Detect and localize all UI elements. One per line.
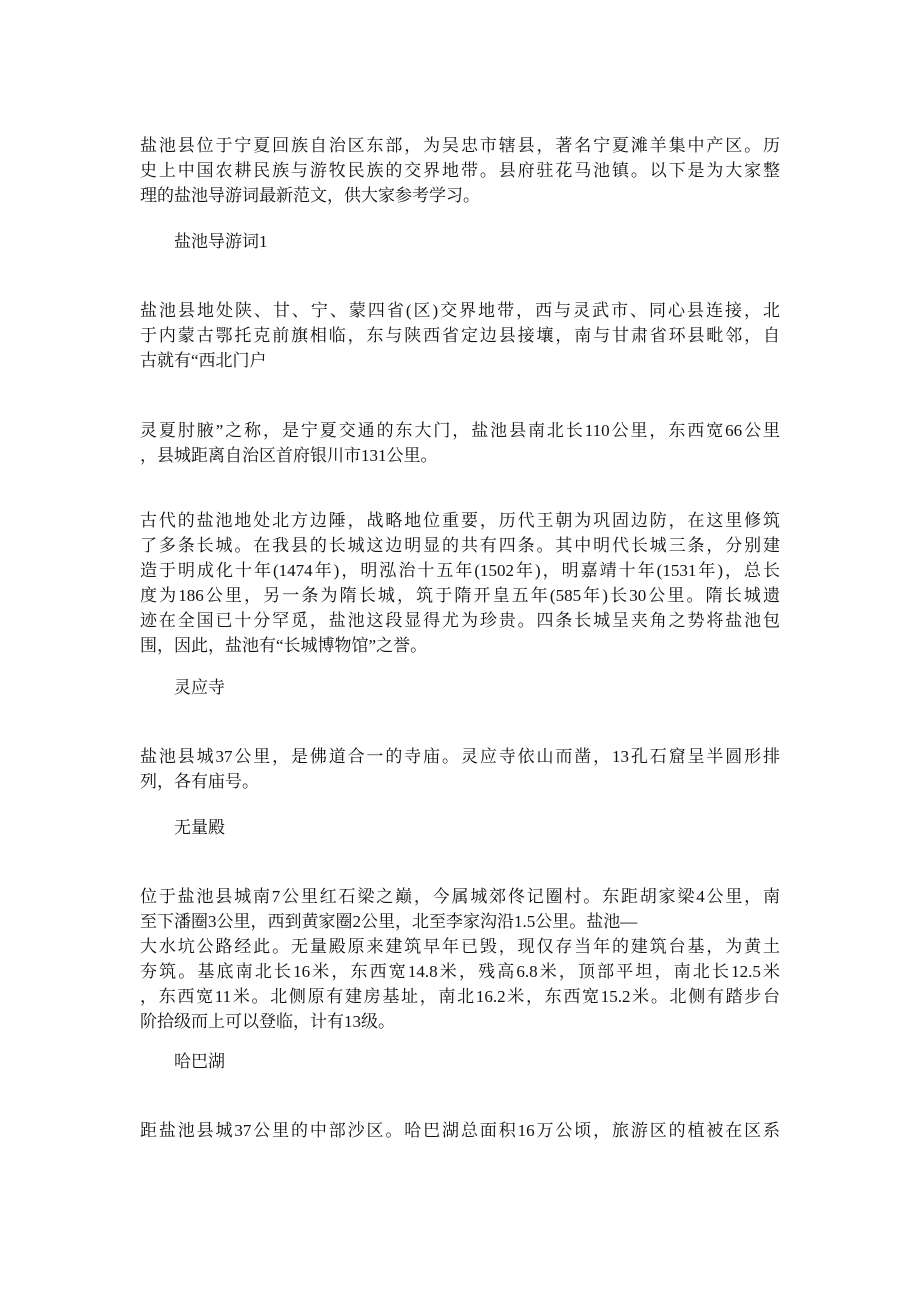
paragraph-line: 位于盐池县城南7公里红石梁之巅，今属城郊佟记圈村。东距胡家梁4公里，南 xyxy=(140,887,780,906)
paragraph-line: 度为186公里，另一条为隋长城，筑于隋开皇五年(585年)长30公里。隋长城遗 xyxy=(140,586,780,605)
paragraph-line: ，县城距离自治区首府银川市131公里。 xyxy=(140,446,438,465)
intro-line: 盐池县位于宁夏回族自治区东部，为吴忠市辖县，著名宁夏滩羊集中产区。历 xyxy=(140,136,780,155)
paragraph-line: 距盐池县城37公里的中部沙区。哈巴湖总面积16万公顷，旅游区的植被在区系 xyxy=(140,1121,780,1140)
paragraph-line: 阶拾级而上可以登临，计有13级。 xyxy=(140,1012,395,1031)
paragraph-line: 大水坑公路经此。无量殿原来建筑早年已毁，现仅存当年的建筑台基，为黄土 xyxy=(140,937,780,956)
paragraph-line: 灵夏肘腋”之称，是宁夏交通的东大门，盐池县南北长110公里，东西宽66公里 xyxy=(140,421,780,440)
paragraph-line: 古代的盐池地处北方边陲，战略地位重要，历代王朝为巩固边防，在这里修筑 xyxy=(140,511,780,530)
paragraph-line: 列，各有庙号。 xyxy=(140,772,259,791)
paragraph-line: 于内蒙古鄂托克前旗相临，东与陕西省定边县接壤，南与甘肃省环县毗邻，自 xyxy=(140,326,780,345)
section-heading: 无量殿 xyxy=(174,818,225,837)
paragraph-line: 夯筑。基底南北长16米，东西宽14.8米，残高6.8米，顶部平坦，南北长12.5米 xyxy=(140,962,780,981)
section-heading: 盐池导游词1 xyxy=(174,232,268,251)
intro-line: 史上中国农耕民族与游牧民族的交界地带。县府驻花马池镇。以下是为大家整 xyxy=(140,161,780,180)
paragraph-line: 古就有“西北门户 xyxy=(140,351,267,370)
paragraph-line: 盐池县地处陕、甘、宁、蒙四省(区)交界地带，西与灵武市、同心县连接，北 xyxy=(140,301,780,320)
paragraph-line: 围，因此，盐池有“长城博物馆”之誉。 xyxy=(140,636,428,655)
paragraph-line: ，东西宽11米。北侧原有建房基址，南北16.2米，东西宽15.2米。北侧有踏步台 xyxy=(140,987,780,1006)
paragraph-line: 造于明成化十年(1474年)，明泓治十五年(1502年)，明嘉靖十年(1531年)，总长 xyxy=(140,561,780,580)
paragraph-line: 至下潘圈3公里，西到黄家圈2公里，北至李家沟沿1.5公里。盐池— xyxy=(140,912,638,931)
paragraph-line: 了多条长城。在我县的长城这边明显的共有四条。其中明代长城三条，分别建 xyxy=(140,536,780,555)
section-heading: 灵应寺 xyxy=(174,678,225,697)
paragraph-line: 迹在全国已十分罕觅，盐池这段显得尤为珍贵。四条长城呈夹角之势将盐池包 xyxy=(140,611,780,630)
intro-line: 理的盐池导游词最新范文，供大家参考学习。 xyxy=(140,186,480,205)
paragraph-line: 盐池县城37公里，是佛道合一的寺庙。灵应寺依山而凿，13孔石窟呈半圆形排 xyxy=(140,747,780,766)
section-heading: 哈巴湖 xyxy=(174,1052,225,1071)
